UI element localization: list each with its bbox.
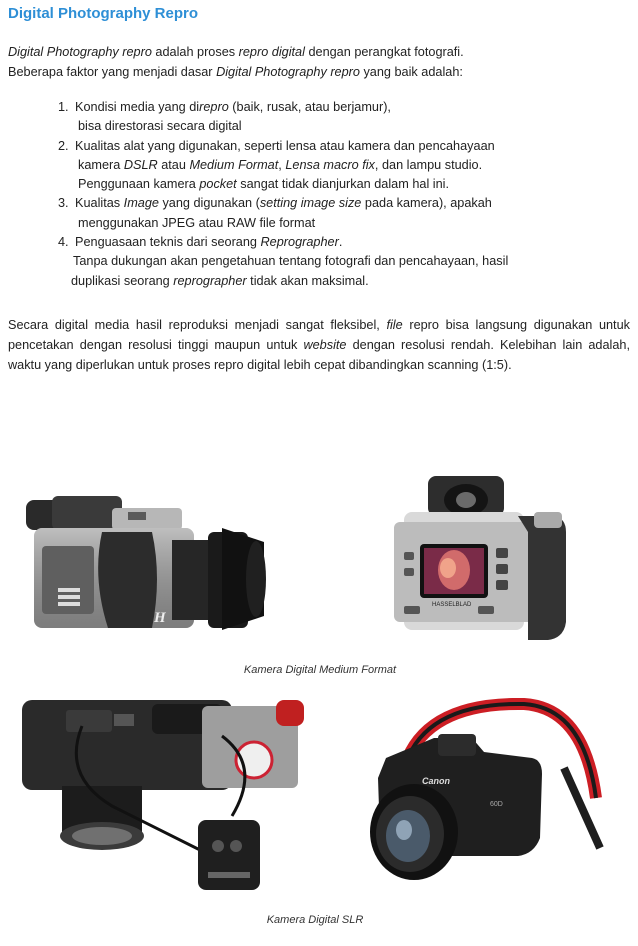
italic-text: Digital Photography repro: [216, 65, 360, 79]
factor-item: [58, 98, 618, 137]
medium-format-camera-side-photo: [12, 488, 270, 638]
text-run: (baik, rusak, atau berjamur),: [228, 100, 391, 114]
text-run: Penggunaan kamera: [78, 177, 200, 192]
text-run: , dan lampu studio.: [374, 157, 483, 172]
text-run: dengan perangkat fotografi.: [304, 45, 464, 59]
italic-text: Image: [123, 196, 159, 211]
text-run: yang baik adalah:: [359, 65, 463, 79]
italic-text: repro: [199, 100, 229, 114]
factor-item: [58, 137, 618, 195]
factor-note-line: [58, 252, 618, 271]
text-run: Penguasaan teknis dari seorang: [75, 235, 261, 250]
italic-text: reprographer: [173, 273, 247, 288]
text-run: Kualitas alat yang digunakan, seperti lensa atau kamera dan pencahayaan: [75, 138, 495, 153]
page-title: Digital Photography Repro: [8, 5, 199, 22]
text-run: repro bisa langsung digunakan untuk pencetakan dengan resolusi tinggi maupun untuk: [8, 318, 630, 352]
italic-text: Reprographer: [260, 235, 339, 250]
hasselblad-label: HASSELBLAD: [432, 602, 472, 608]
text-run: menggunakan JPEG atau RAW file format: [78, 215, 316, 230]
text-run: kamera: [78, 157, 124, 172]
factor-line: [75, 233, 618, 252]
factor-line: [75, 137, 618, 156]
model-label: 60D: [490, 801, 503, 808]
italic-text: website: [303, 338, 347, 352]
text-run: atau: [157, 157, 190, 172]
caption-slr: Kamera Digital SLR: [266, 914, 364, 926]
italic-text: repro digital: [238, 45, 305, 59]
text-run: tidak akan maksimal.: [246, 273, 369, 288]
italic-text: pocket: [199, 177, 237, 192]
text-run: duplikasi seorang: [71, 273, 174, 288]
factor-item: [58, 194, 618, 233]
italic-text: Digital Photography repro: [8, 45, 152, 59]
factors-list: [58, 98, 618, 291]
text-run: Secara digital media hasil reproduksi menjadi sangat fleksibel,: [8, 318, 387, 332]
medium-format-camera-back-photo: [388, 472, 586, 652]
text-run: bisa direstorasi secara digital: [78, 119, 242, 134]
factor-number: 3.: [58, 196, 69, 211]
italic-text: Medium Format: [189, 157, 279, 172]
italic-text: file: [386, 318, 403, 332]
canon-logo: Canon: [422, 776, 450, 786]
text-run: ,: [278, 157, 286, 172]
dslr-remote-photo: [22, 696, 318, 892]
factor-note-line: [58, 272, 618, 291]
text-run: dengan resolusi rendah. Kelebihan lain adalah, waktu yang diperlukan untuk proses repro digital lebih cepat dibandingkan scanning (1:5).: [8, 338, 630, 372]
text-run: Kondisi media yang di: [75, 100, 200, 114]
intro-paragraph: [8, 42, 630, 82]
text-run: sangat tidak dianjurkan dalam hal ini.: [236, 177, 450, 192]
factor-line: [75, 214, 618, 233]
factor-number: 4.: [58, 235, 69, 250]
factor-item: [58, 233, 618, 252]
italic-text: DSLR: [123, 157, 158, 172]
caption-medium-format: Kamera Digital Medium Format: [243, 664, 397, 676]
text-run: Kualitas: [75, 196, 124, 211]
text-run: adalah proses: [151, 45, 239, 59]
text-run: yang digunakan (: [158, 196, 260, 211]
camera-brand-mark: H: [154, 610, 166, 626]
factor-line: [75, 175, 618, 194]
text-run: .: [338, 235, 343, 250]
canon-dslr-photo: [364, 698, 604, 894]
italic-text: Lensa macro fix: [285, 157, 375, 172]
factor-line: [75, 194, 618, 213]
intro-line-1: [8, 45, 464, 59]
factor-line: [75, 98, 618, 117]
text-run: pada kamera), apakah: [361, 196, 492, 211]
factor-line: [75, 156, 618, 175]
italic-text: setting image size: [259, 196, 362, 211]
factor-number: 2.: [58, 138, 69, 153]
conclusion-paragraph: [8, 315, 630, 375]
text-run: Tanpa dukungan akan pengetahuan tentang fotografi dan pencahayaan, hasil: [73, 254, 509, 269]
intro-line-2: [8, 65, 463, 79]
text-run: Beberapa faktor yang menjadi dasar: [8, 65, 217, 79]
factor-line: [75, 117, 618, 136]
factor-number: 1.: [58, 100, 69, 114]
